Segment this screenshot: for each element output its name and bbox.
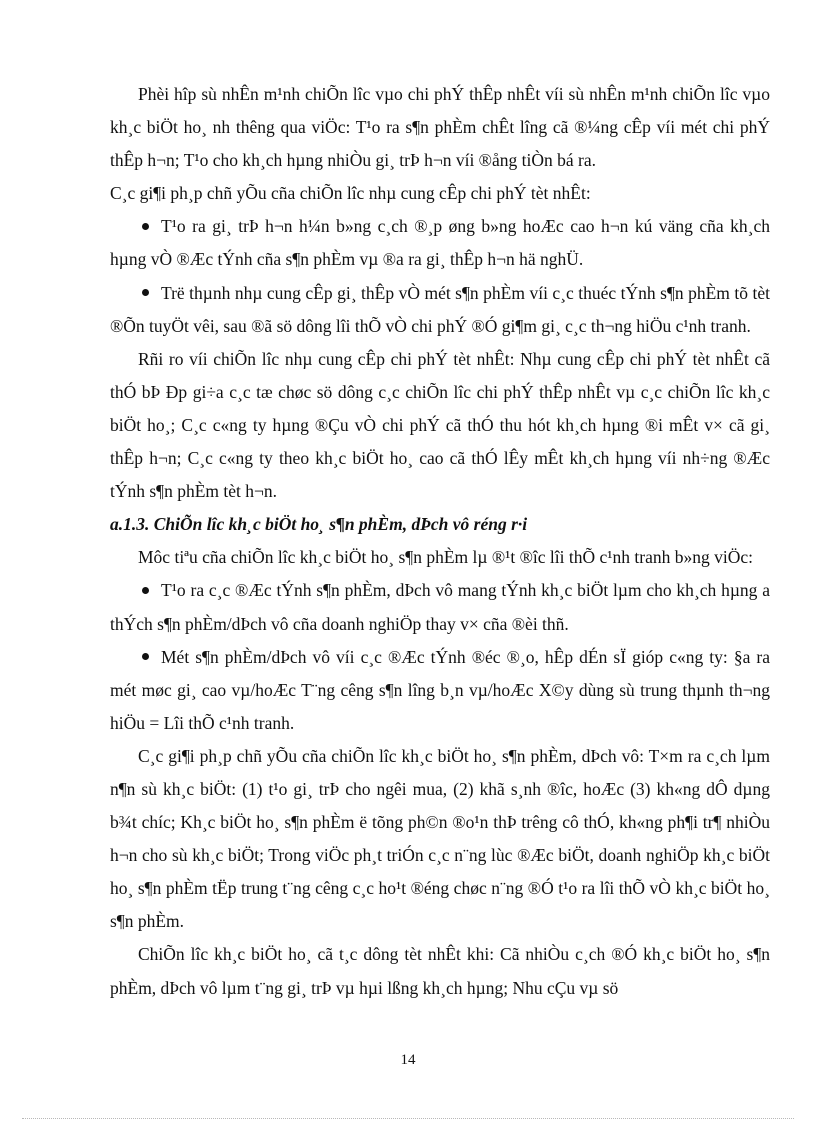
- paragraph-differentiation-goal: Môc tiªu cña chiÕn lîc kh¸c biÖt ho¸ s¶n phÈm lµ ®¹t ®îc lîi thÕ c¹nh tranh b»ng viÖc:: [138, 547, 753, 568]
- bullet-item: [110, 210, 770, 276]
- bullet-item: [110, 641, 770, 740]
- bullet-icon: [142, 653, 149, 660]
- bullet-text: Mét s¶n phÈm/dÞch vô víi c¸c ®Æc tÝnh ®éc ®¸o, hÊp dÉn sÏ gióp c«ng ty: §a ra mét møc gi¸ cao vµ/hoÆc T¨ng cêng s¶n lîng b¸n vµ/hoÆc X©y dùng sù trung thµnh th¬ng hiÖu = Lîi thÕ c¹nh tranh.: [110, 646, 770, 733]
- bullet-text: T¹o ra gi¸ trÞ h¬n h¼n b»ng c¸ch ®¸p øng b»ng hoÆc cao h¬n kú väng cña kh¸ch hµng vÒ ®Æc tÝnh cña s¶n phÈm vµ ®a ra gi¸ thÊp h¬n hä nghÜ.: [110, 216, 770, 270]
- bullet-icon: [142, 587, 149, 594]
- paragraph-differentiation-conditions: ChiÕn lîc kh¸c biÖt ho¸ cã t¸c dông tèt nhÊt khi: Cã nhiÒu c¸ch ®Ó kh¸c biÖt ho¸ s¶n phÈm, dÞch vô lµm t¨ng gi¸ trÞ vµ hµi lßng kh¸ch hµng; Nhu cÇu vµ sö: [110, 944, 770, 998]
- paragraph-best-cost-solutions-intro: C¸c gi¶i ph¸p chñ yÕu cña chiÕn lîc nhµ cung cÊp chi phÝ tèt nhÊt:: [110, 183, 591, 204]
- bullet-icon: [142, 223, 149, 230]
- page-body: [110, 78, 770, 1005]
- bullet-text: Trë thµnh nhµ cung cÊp gi¸ thÊp vÒ mét s¶n phÈm víi c¸c thuéc tÝnh s¶n phÈm tõ tèt ®Õn tuyÖt vêi, sau ®ã sö dông lîi thÕ vÒ chi phÝ ®Ó gi¶m gi¸ c¸c th¬ng hiÖu c¹nh tranh.: [110, 282, 770, 336]
- bullet-item: [110, 277, 770, 343]
- page-number: 14: [400, 1052, 416, 1068]
- paragraph-combined-strategy: Phèi hîp sù nhÊn m¹nh chiÕn lîc vµo chi phÝ thÊp nhÊt víi sù nhÊn m¹nh chiÕn lîc vµo kh¸c biÖt ho¸ nh thêng qua viÖc: T¹o ra s¶n phÈm chÊt lîng cã ®¼ng cÊp víi mét chi phÝ thÊp h¬n; T¹o cho kh¸ch hµng nhiÒu gi¸ trÞ h¬n víi ®ång tiÒn bá ra.: [110, 84, 770, 171]
- bullet-item: [110, 574, 770, 640]
- bullet-icon: [142, 289, 149, 296]
- paragraph-differentiation-solutions: C¸c gi¶i ph¸p chñ yÕu cña chiÕn lîc kh¸c biÖt ho¸ s¶n phÈm, dÞch vô: T×m ra c¸ch lµm n¶n sù kh¸c biÖt: (1) t¹o gi¸ trÞ cho ngêi mua, (2) khã s¸nh ®îc, hoÆc (3) kh«ng dÔ dµng b¾t chíc; Kh¸c biÖt ho¸ s¶n phÈm ë tõng ph©n ®o¹n thÞ trêng cô thÓ, kh«ng ph¶i tr¶ nhiÒu h¬n cho sù kh¸c biÖt; Trong viÖc ph¸t triÓn c¸c n¨ng lùc ®Æc biÖt, doanh nghiÖp kh¸c biÖt ho¸ s¶n phÈm tËp trung t¨ng cêng c¸c ho¹t ®éng chøc n¨ng ®Ó t¹o ra lîi thÕ vÒ kh¸c biÖt ho¸ s¶n phÈm.: [110, 745, 770, 932]
- paragraph-best-cost-risks: Rñi ro víi chiÕn lîc nhµ cung cÊp chi phÝ tèt nhÊt: Nhµ cung cÊp chi phÝ tèt nhÊt cã thÓ bÞ Ðp gi÷a c¸c tæ chøc sö dông c¸c chiÕn lîc chi phÝ thÊp nhÊt vµ c¸c chiÕn lîc kh¸c biÖt ho¸; C¸c c«ng ty hµng ®Çu vÒ chi phÝ cã thÓ thu hót kh¸ch hµng ®i mÊt v× cã gi¸ thÊp h¬n; C¸c c«ng ty theo kh¸c biÖt ho¸ cao cã thÓ lÊy mÊt kh¸ch hµng víi nh÷ng ®Æc tÝnh s¶n phÈm tèt h¬n.: [110, 348, 770, 502]
- page-bottom-divider: [22, 1118, 794, 1119]
- bullet-text: T¹o ra c¸c ®Æc tÝnh s¶n phÈm, dÞch vô mang tÝnh kh¸c biÖt lµm cho kh¸ch hµng a thÝch s¶n phÈm/dÞch vô cña doanh nghiÖp thay v× cña ®èi thñ.: [110, 580, 770, 634]
- section-heading: a.1.3. ChiÕn lîc kh¸c biÖt ho¸ s¶n phÈm, dÞch vô réng r·i: [110, 514, 528, 535]
